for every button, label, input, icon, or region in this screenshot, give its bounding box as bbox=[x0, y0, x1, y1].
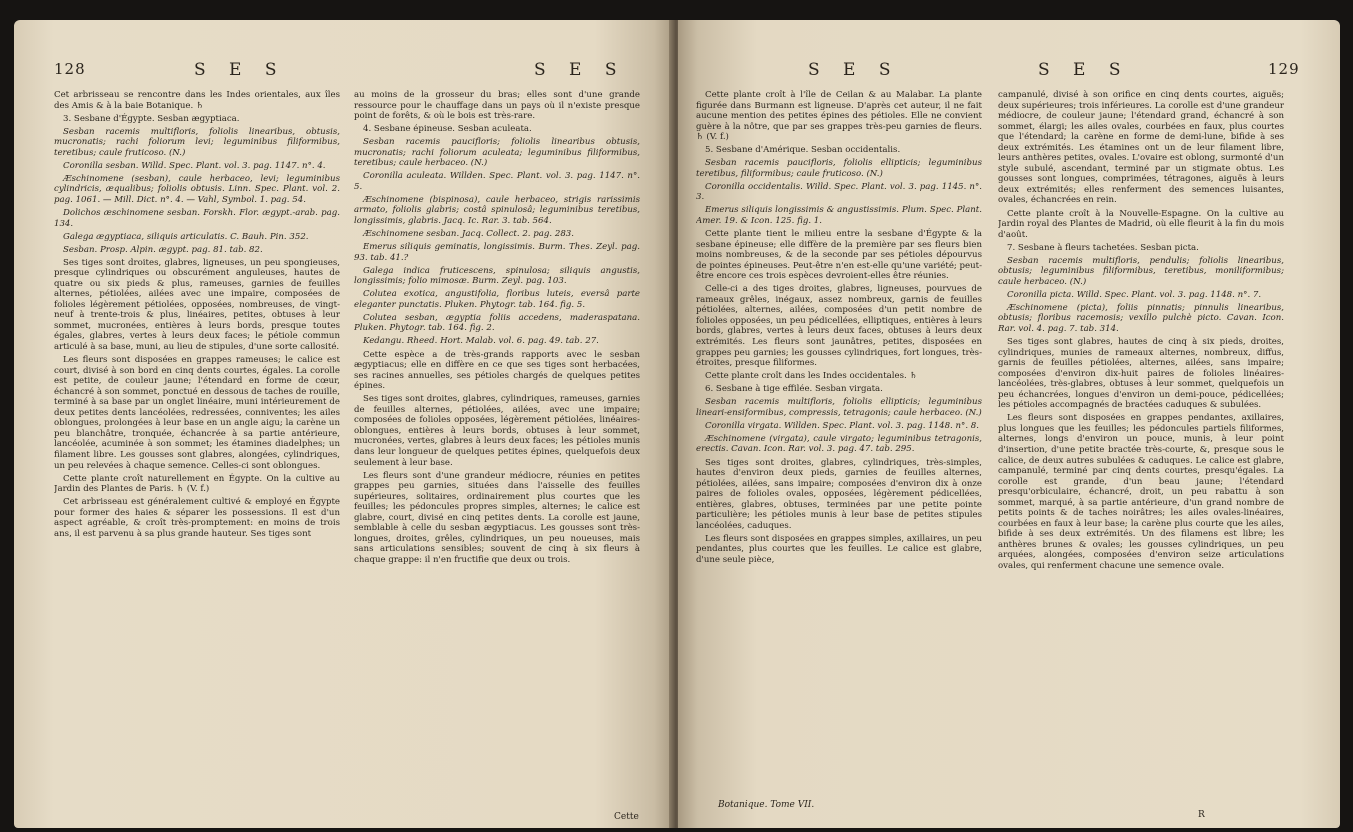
latin-diagnosis: Sesban racemis paucifloris, foliolis ellipticis; leguminibus teretibus, filiformibus; caule fruticoso. (N.) bbox=[696, 158, 982, 179]
running-head: S E S bbox=[194, 60, 286, 80]
paragraph: Cet arbrisseau se rencontre dans les Indes orientales, aux îles des Amis & à la baie Botanique. ♄ bbox=[54, 90, 340, 111]
synonym: Coronilla aculeata. Willden. Spec. Plant. vol. 3. pag. 1147. n°. 5. bbox=[354, 171, 640, 192]
synonym: Sesban. Prosp. Alpin. ægypt. pag. 81. tab. 82. bbox=[63, 244, 263, 255]
paragraph: Ses tiges sont droites, glabres, ligneuses, un peu spongieuses, presque cylindriques ou obscurément anguleuses, hautes de quatre ou six pieds & plus, rameuses, garnies de feuilles alternes, pétiolées, ailées avec une impaire, composées de folioles légèrement pétiolées, opposées, nombreuses, de vingt-neuf à trente-trois & plus, linéaires, petites, obtuses à leur sommet, mucronées, entières à leurs bords, presque toutes égales, glabres, vertes à leurs deux faces; le pétiole commun articulé à sa base, muni, au lieu de stipules, d'une sorte callosité. bbox=[54, 257, 340, 353]
paragraph: Cette plante croît naturellement en Égypte. On la cultive au Jardin des Plantes de Paris. ♄ (V. f.) bbox=[54, 473, 340, 495]
species-heading: 7. Sesbane à fleurs tachetées. Sesban picta. bbox=[1007, 242, 1199, 253]
paragraph: Ses tiges sont droites, glabres, cylindriques, très-simples, hautes d'environ deux pieds, garnies de feuilles alternes, pétiolées, ailées, sans impaire; composées d'environ dix à onze paires de folioles ovales, opposées, légèrement pédicellées, entières, glabres, obtuses, terminées par une petite pointe particulière; les pétioles munis à leur base de petites stipules lancéolées, caduques. bbox=[696, 457, 982, 531]
synonym: Coronilla sesban. Willd. Spec. Plant. vol. 3. pag. 1147. n°. 4. bbox=[63, 160, 326, 171]
species-heading: 4. Sesbane épineuse. Sesban aculeata. bbox=[363, 124, 532, 135]
paragraph: Les fleurs sont disposées en grappes simples, axillaires, un peu pendantes, plus courtes que les feuilles. Le calice est glabre, d'une seule pièce, bbox=[696, 533, 982, 565]
synonym: Galega ægyptiaca, siliquis articulatis. C. Bauh. Pin. 352. bbox=[63, 231, 309, 242]
synonym: Emerus siliquis geminatis, longissimis. Burm. Thes. Zeyl. pag. 93. tab. 41.? bbox=[354, 242, 640, 263]
running-head: S E S bbox=[534, 60, 626, 80]
volume-footer: Botanique. Tome VII. bbox=[718, 800, 815, 810]
catchword: Cette bbox=[614, 812, 639, 822]
running-head: S E S bbox=[808, 60, 900, 80]
book-spread bbox=[14, 20, 1340, 828]
left-column-1 bbox=[54, 90, 340, 810]
latin-diagnosis: Sesban racemis multifloris, pendulis; foliolis linearibus, obtusis; leguminibus filiformibus, teretibus, moniliformibus; caule herbaceo. (N.) bbox=[998, 255, 1284, 287]
paragraph: Cette plante croît à la Nouvelle-Espagne. On la cultive au Jardin royal des Plantes de Madrid, où elle fleurit à la fin du mois d'août. bbox=[998, 208, 1284, 240]
paragraph: Cet arbrisseau est généralement cultivé & employé en Égypte pour former des haies & séparer les possessions. Il est d'un aspect agréable, & croît très-promptement: en moins de trois ans, il est parvenu à sa plus grande hauteur. Ses tiges sont bbox=[54, 497, 340, 539]
paragraph: campanulé, divisé à son orifice en cinq dents courtes, aiguës; deux supérieures; trois inférieures. La corolle est d'une grandeur médiocre, de couleur jaune; l'étendard grand, échancré à son sommet, élargi; les ailes ovales, courbées en faux, plus courtes que l'étendard; la carène en forme de demi-lune, bifide à ses deux extrémités. Les étamines ont un de leur filament libre, leurs anthères petites, ovales. L'ovaire est oblong, surmonté d'un style subulé, ascendant, terminé par un stigmate obtus. Les gousses sont longues, comprimées, tétragones, aiguës à leurs deux extrémités; elles renferment des semences luisantes, ovales, échancrées en rein. bbox=[998, 90, 1284, 206]
right-page-header bbox=[678, 60, 1340, 84]
left-page-header bbox=[14, 60, 674, 84]
paragraph: Cette plante tient le milieu entre la sesbane d'Égypte & la sesbane épineuse; elle diffère de la première par ses fleurs bien moins nombreuses, & de la seconde par ses pétioles dépourvus de pointes épineuses. Peut-être n'en est-elle qu'une variété; peut-être encore ces trois espèces devroient-elles être réunies. bbox=[696, 229, 982, 282]
right-page bbox=[678, 20, 1340, 828]
signature-mark: R bbox=[1198, 810, 1205, 820]
right-column-2 bbox=[998, 90, 1284, 810]
paragraph: Les fleurs sont disposées en grappes rameuses; le calice est court, divisé à son bord en cinq dents courtes, égales. La corolle est petite, de couleur jaune; l'étendard en forme de cœur, échancré à son sommet, ponctué en dessous de taches de rouille, terminé à sa base par un onglet linéaire, muni intérieurement de deux petites dents lancéolées, redressées, conniventes; les ailes oblongues, prolongées à leur base en un angle aigu; la carène un peu blanchâtre, tronquée, échancrée à sa partie antérieure, lancéolée, acuminée à son sommet; les étamines diadelphes; un filament libre. Les gousses sont glabres, alongées, cylindriques, un peu relevées à chaque semence. Celles-ci sont oblongues. bbox=[54, 355, 340, 471]
paragraph: Cette espèce a de très-grands rapports avec le sesban ægyptiacus; elle en diffère en ce que ses tiges sont herbacées, ses racines annuelles, ses pétioles chargés de quelques petites épines. bbox=[354, 349, 640, 392]
synonym: Æschinomene sesban. Jacq. Collect. 2. pag. 283. bbox=[363, 229, 574, 240]
latin-diagnosis: Sesban racemis multifloris, foliolis ellipticis; leguminibus lineari-ensiformibus, compressis, tetragonis; caule herbaceo. (N.) bbox=[696, 397, 982, 418]
synonym: Dolichos æschinomene sesban. Forskh. Flor. ægypt.-arab. pag. 134. bbox=[54, 207, 340, 229]
paragraph: Ses tiges sont droites, glabres, cylindriques, rameuses, garnies de feuilles alternes, pétiolées, ailées, avec une impaire; composées de folioles opposées, légèrement pétiolées, linéaires-oblongues, entières à leurs bords, obtuses à leur sommet, mucronées, vertes, glabres à leurs deux faces; les pétioles munis dans leur longueur de quelques petites épines, quelquefois deux seulement à leur base. bbox=[354, 394, 640, 468]
paragraph: Ses tiges sont glabres, hautes de cinq à six pieds, droites, cylindriques, munies de rameaux alternes, nombreux, diffus, garnis de feuilles pétiolées, alternes, ailées, sans impaire; composées d'environ dix-huit paires de folioles linéaires-lancéolées, très-glabres, obtuses à leur sommet, quelquefois un peu échancrées, longues d'environ un demi-pouce, pédicellées; les pétioles accompagnés de bractées caduques & subulées. bbox=[998, 337, 1284, 411]
left-column-2 bbox=[354, 90, 640, 810]
synonym: Galega indica fruticescens, spinulosa; siliquis angustis, longissimis; folio mimosæ. Burm. Zeyl. pag. 103. bbox=[354, 265, 640, 287]
paragraph: Les fleurs sont disposées en grappes pendantes, axillaires, plus longues que les feuilles; les pédoncules partiels filiformes, alternes, longs d'environ un pouce, munis, à leur point d'insertion, d'une petite bractée très-courte, &, presque sous le calice, de deux autres subulées & caduques. Le calice est glabre, campanulé, terminé par cinq dents courtes, presqu'égales. La corolle est grande, d'un beau jaune; l'étendard presqu'orbiculaire, échancré, droit, un peu rabattu à son sommet, marqué, à sa partie antérieure, d'un grand nombre de petits points & de taches noirâtres; les ailes ovales-linéaires, courbées en faux à leur base; la carène plus courte que les ailes, bifide à ses deux extrémités. Un des filamens est libre; les anthères brunes & ovales; les gousses cylindriques, un peu arquées, alongées, composées d'environ seize articulations ovales, qui renferment chacune une semence ovale. bbox=[998, 413, 1284, 572]
synonym: Emerus siliquis longissimis & angustissimis. Plum. Spec. Plant. Amer. 19. & Icon. 125. fig. 1. bbox=[696, 205, 982, 227]
latin-diagnosis: Sesban racemis multifloris, foliolis linearibus, obtusis, mucronatis; rachi foliorum levi; leguminibus filiformibus, teretibus; caule fruticoso. (N.) bbox=[54, 126, 340, 158]
synonym: Coronilla picta. Willd. Spec. Plant. vol. 3. pag. 1148. n°. 7. bbox=[1007, 289, 1262, 300]
paragraph: Cette plante croît à l'île de Ceilan & au Malabar. La plante figurée dans Burmann est ligneuse. D'après cet auteur, il ne fait aucune mention des petites épines des pétioles. Elle ne convient guère à la nôtre, que par ses grappes très-peu garnies de fleurs. ♄ (V. f.) bbox=[696, 90, 982, 143]
synonym: Coronilla virgata. Willden. Spec. Plant. vol. 3. pag. 1148. n°. 8. bbox=[705, 420, 980, 431]
synonym: Colutea sesban, ægyptia foliis accedens, maderaspatana. Pluken. Phytogr. tab. 164. fig. 2. bbox=[354, 312, 640, 334]
right-column-1 bbox=[696, 90, 982, 795]
latin-diagnosis: Sesban racemis paucifloris; foliolis linearibus obtusis, mucronatis; rachi foliorum aculeata; leguminibus filiformibus, teretibus; caule herbaceo. (N.) bbox=[354, 137, 640, 169]
species-heading: 3. Sesbane d'Égypte. Sesban ægyptiaca. bbox=[63, 113, 240, 124]
left-page bbox=[14, 20, 674, 828]
page-number-right: 129 bbox=[1268, 60, 1300, 78]
synonym: Æschinomene (sesban), caule herbaceo, levi; leguminibus cylindricis, æqualibus; foliolis obtusis. Linn. Spec. Plant. vol. 2. pag. 1061. — Mill. Dict. n°. 4. — Vahl, Symbol. 1. pag. 54. bbox=[54, 173, 340, 205]
synonym: Æschinomene (picta), foliis pinnatis; pinnulis linearibus, obtusis; floribus racemosis; vexillo pulchè picto. Cavan. Icon. Rar. vol. 4. pag. 7. tab. 314. bbox=[998, 302, 1284, 334]
paragraph: Les fleurs sont d'une grandeur médiocre, réunies en petites grappes peu garnies, situées dans l'aisselle des feuilles supérieures, solitaires, ordinairement plus courtes que les feuilles; les pédoncules propres simples, alternes; le calice est glabre, court, divisé en cinq petites dents. La corolle est jaune, semblable à celle du sesban ægyptiacus. Les gousses sont très-longues, droites, grêles, cylindriques, un peu noueuses, mais sans articulations sensibles; souvent de cinq à six fleurs à chaque grappe: il n'en fructifie que deux ou trois. bbox=[354, 470, 640, 565]
synonym: Coronilla occidentalis. Willd. Spec. Plant. vol. 3. pag. 1145. n°. 3. bbox=[696, 181, 982, 203]
species-heading: 5. Sesbane d'Amérique. Sesban occidentalis. bbox=[705, 145, 901, 156]
synonym: Colutea exotica, angustifolia, floribus luteis, eversâ parte eleganter punctatis. Pluken. Phytogr. tab. 164. fig. 5. bbox=[354, 289, 640, 310]
paragraph: Celle-ci a des tiges droites, glabres, ligneuses, pourvues de rameaux grêles, inégaux, assez nombreux, garnis de feuilles pétiolées, alternes, ailées, composées d'un petit nombre de folioles opposées, un peu pédicellées, elliptiques, entières à leurs bords, glabres, vertes à leurs deux faces, obtuses à leurs deux extrémités. Les fleurs sont jaunâtres, petites, disposées en grappes peu garnies; les gousses cylindriques, fort longues, très-étroites, presque filiformes. bbox=[696, 284, 982, 369]
synonym: Æschinomene (virgata), caule virgato; leguminibus tetragonis, erectis. Cavan. Icon. Rar. vol. 3. pag. 47. tab. 295. bbox=[696, 433, 982, 455]
synonym: Æschinomene (bispinosa), caule herbaceo, strigis rarissimis armato, foliolis glabris; costâ spinulosâ; leguminibus teretibus, longissimis, glabris. Jacq. Ic. Rar. 3. tab. 564. bbox=[354, 194, 640, 227]
species-heading: 6. Sesbane à tige effilée. Sesban virgata. bbox=[705, 384, 883, 395]
paragraph: au moins de la grosseur du bras; elles sont d'une grande ressource pour le chauffage dans un pays où il n'existe presque point de forêts, & où le bois est très-rare. bbox=[354, 90, 640, 122]
paragraph: Cette plante croît dans les Indes occidentales. ♄ bbox=[705, 371, 918, 382]
running-head: S E S bbox=[1038, 60, 1130, 80]
synonym: Kedangu. Rheed. Hort. Malab. vol. 6. pag. 49. tab. 27. bbox=[363, 336, 599, 347]
page-number-left: 128 bbox=[54, 60, 86, 78]
